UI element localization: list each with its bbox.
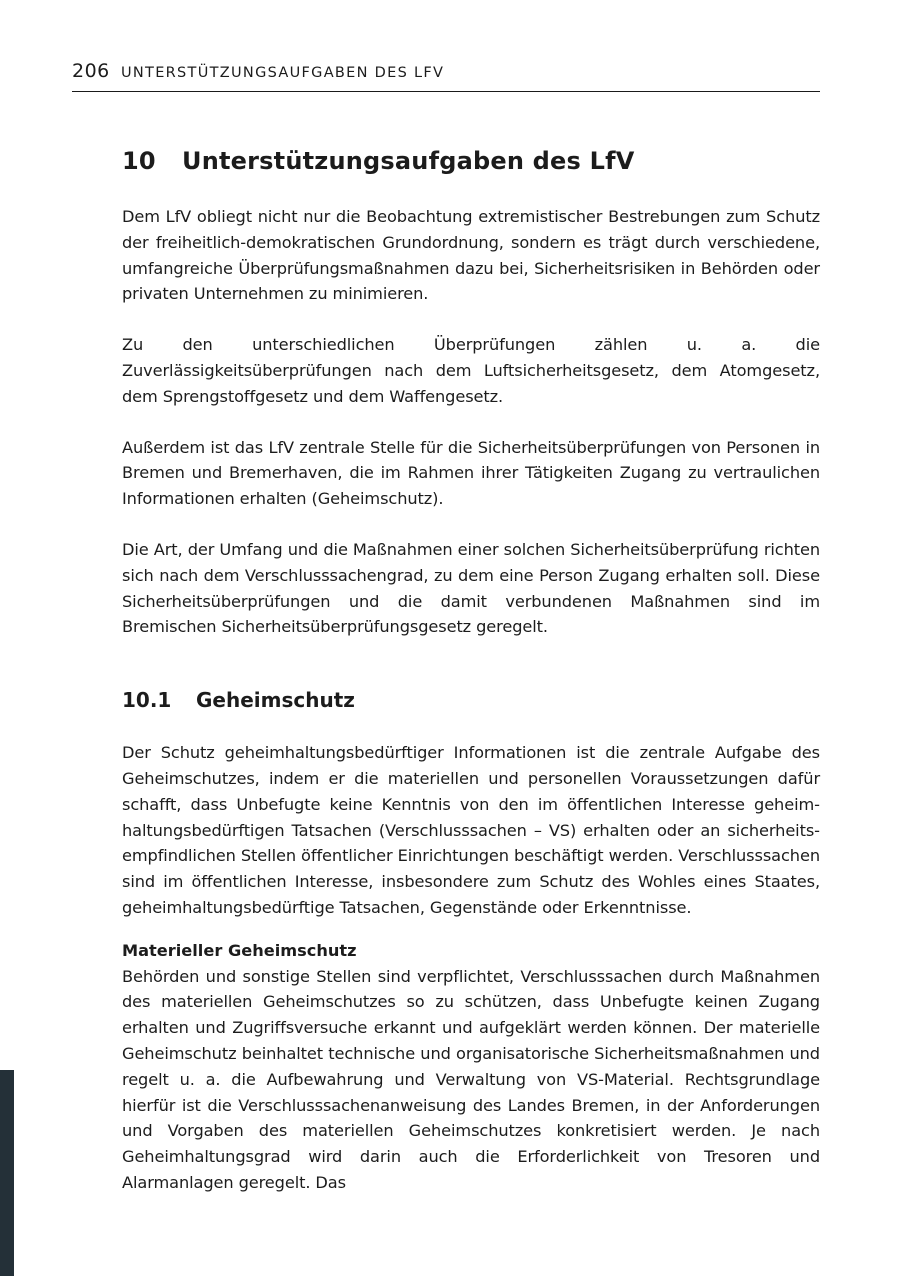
section-title: Geheimschutz bbox=[196, 688, 355, 713]
chapter-number: 10 bbox=[122, 147, 156, 175]
running-header bbox=[72, 58, 820, 92]
paragraph: Die Art, der Umfang und die Maßnahmen einer solchen Sicherheitsüberprüfung richten sich nach dem Verschlusssachengrad, zu dem eine Person Zugang erhalten soll. Diese Sicherheitsüberprüfungen und die damit verbundenen Maßnahmen sind im Bremischen Sicherheitsüberprüfungsgesetz geregelt. bbox=[122, 539, 820, 637]
paragraph: Behörden und sonstige Stellen sind verpflichtet, Verschlusssachen durch Maßnahmen des materiellen Geheimschutzes so zu schützen, dass Unbefugte keinen Zugang erhalten und Zugriffsversuche erkannt und aufgeklärt werden können. Der materielle Geheimschutz beinhaltet technische und organisatorische Sicherheitsmaßnahmen und regelt u. a. die Aufbewahrung und Verwaltung von VS-Material. Rechtsgrundlage hierfür ist die Verschlusssachenanweisung des Landes Bremen, in der Anforderungen und Vorgaben des materiellen Geheimschutzes konkretisiert werden. Je nach Geheimhaltungsgrad wird darin auch die Erforderlichkeit von Tresoren und Alarmanlagen geregelt. Das bbox=[122, 966, 820, 1192]
section-number: 10.1 bbox=[122, 688, 172, 713]
edge-thumb-tab bbox=[0, 1070, 14, 1276]
paragraph: Dem LfV obliegt nicht nur die Beobachtung extremistischer Bestrebungen zum Schutz der freiheitlich-demokratischen Grundordnung, sondern es trägt durch verschiedene, umfangreiche Überprüfungsmaßnahmen dazu bei, Sicherheitsrisiken in Behörden oder privaten Unternehmen zu minimieren. bbox=[122, 207, 820, 304]
paragraph: Zu den unterschiedlichen Überprüfungen zählen u. a. die Zuverlässigkeitsüberprüfungen nach dem Luftsicherheitsgesetz, dem Atomgesetz, dem Sprengstoffgesetz und dem Waffengesetz. bbox=[122, 335, 820, 406]
running-title: UNTERSTÜTZUNGSAUFGABEN DES LFV bbox=[121, 65, 445, 81]
paragraph: Der Schutz geheimhaltungsbedürftiger Informationen ist die zentrale Aufgabe des Geheimschutzes, indem er die materiellen und personellen Voraussetzungen dafür schafft, dass Unbefugte keine Kenntnis von den im öffentlichen Interesse geheimhaltungsbedürftigen Tatsachen (Verschlusssachen – VS) erhalten oder an sicherheitsempfindlichen Stellen öffentlicher Einrichtungen beschäftigt werden. Verschlusssachen sind im öffentlichen Interesse, insbesondere zum Schutz des Wohles eines Staates, geheimhaltungsbedürftige Tatsachen, Gegenstände oder Erkenntnisse. bbox=[122, 743, 820, 917]
page-body bbox=[122, 140, 820, 1196]
page-number: 206 bbox=[72, 60, 110, 82]
chapter-heading bbox=[122, 140, 820, 182]
chapter-title: Unterstützungsaufgaben des LfV bbox=[182, 147, 635, 175]
paragraph: Außerdem ist das LfV zentrale Stelle für die Sicherheitsüberprüfungen von Personen in Bremen und Bremerhaven, die im Rahmen ihrer Tätigkeiten Zugang zu vertraulichen Informationen erhalten (Geheimschutz). bbox=[122, 437, 820, 509]
subheading: Materieller Geheimschutz bbox=[122, 940, 357, 960]
section-heading bbox=[122, 682, 820, 718]
